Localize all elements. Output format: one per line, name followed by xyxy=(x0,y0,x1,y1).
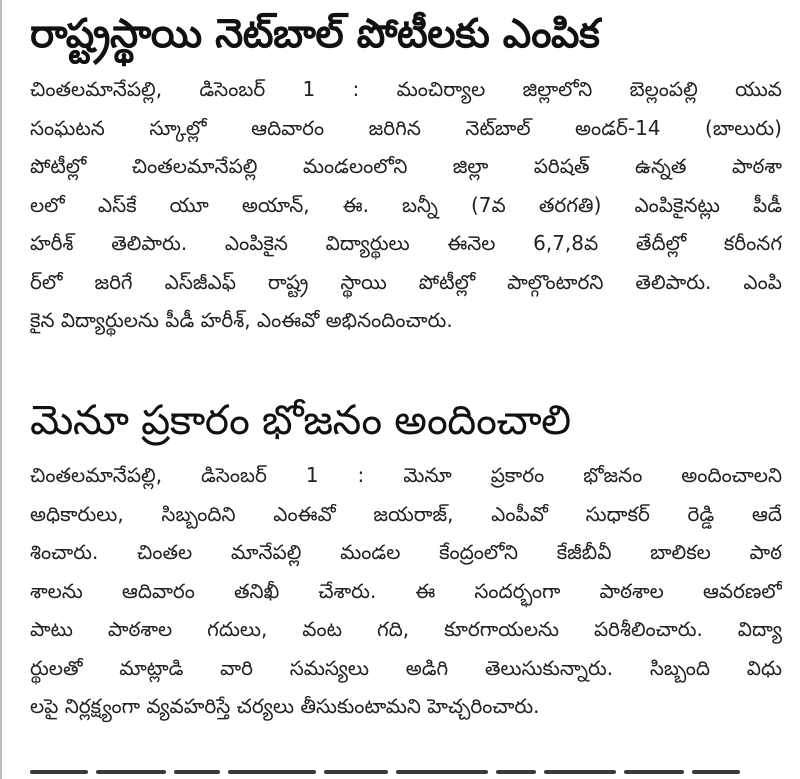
body-line: పోటీల్లో చింతలమానేపల్లి మండలంలోని జిల్లా పరిషత్ ఉన్నత పాఠశా xyxy=(30,154,782,178)
headline: రాష్ట్రస్థాయి నెట్‌బాల్ పోటీలకు ఎంపిక xyxy=(30,11,600,57)
article-menu-meals xyxy=(30,390,782,726)
body-line: శించారు. చింతల మానేపల్లి మండల కేంద్రంలోని కేజీబీవీ బాలికల పాఠ xyxy=(30,540,782,564)
body-line: సంఘటన స్కూల్లో ఆదివారం జరిగిన నెట్‌బాల్ అండర్-14 (బాలురు) xyxy=(30,115,782,140)
body-line: కైన విద్యార్థులను పీడీ హరీశ్, ఎంఈవో అభినందించారు. xyxy=(30,308,453,332)
body-line: అధికారులు, సిబ్బందిని ఎంఈవో జయరాజ్, ఎంపీవో సుధాకర్ రెడ్డి ఆదే xyxy=(30,501,782,526)
body-line: ర్థులతో మాట్లాడి వారి సమస్యలు అడిగి తెలుసుకున్నారు. సిబ్బంది విధు xyxy=(30,655,782,680)
body-line: చింతలమానేపల్లి, డిసెంబర్ 1 : మెనూ ప్రకారం భోజనం అందించాలని xyxy=(30,463,782,487)
article-body xyxy=(30,456,782,726)
body-line: లపై నిర్లక్ష్యంగా వ్యవహరిస్తే చర్యలు తీసుకుంటామని హెచ్చరించారు. xyxy=(30,694,540,718)
article-netball-selection xyxy=(30,4,782,340)
cut-off-text-line xyxy=(30,770,782,779)
body-line: లలో ఎస్‌కే యూ అయాన్, ఈ. బన్నీ (7వ తరగతి) ఎంపికైనట్లు పీడీ xyxy=(30,192,782,217)
article-body xyxy=(30,70,782,340)
body-line: శాలను ఆదివారం తనిఖీ చేశారు. ఈ సందర్భంగా పాఠశాల ఆవరణలో xyxy=(30,578,782,603)
headline: మెనూ ప్రకారం భోజనం అందించాలి xyxy=(30,396,571,444)
body-line: ర్‌లో జరిగే ఎస్‌జీఎఫ్ రాష్ట్ర స్థాయి పోటీల్లో పాల్గొంటారని తెలిపారు. ఎంపి xyxy=(30,269,782,294)
body-line: హరీశ్ తెలిపారు. ఎంపికైన విద్యార్థులు ఈనెల 6,7,8వ తేదీల్లో కరీంనగ xyxy=(30,231,782,255)
body-line: చింతలమానేపల్లి, డిసెంబర్ 1 : మంచిర్యాల జిల్లాలోని బెల్లంపల్లి యువ xyxy=(30,77,782,101)
body-line: పాటు పాఠశాల గదులు, వంట గది, కూరగాయలను పరిశీలించారు. విద్యా xyxy=(30,617,782,641)
